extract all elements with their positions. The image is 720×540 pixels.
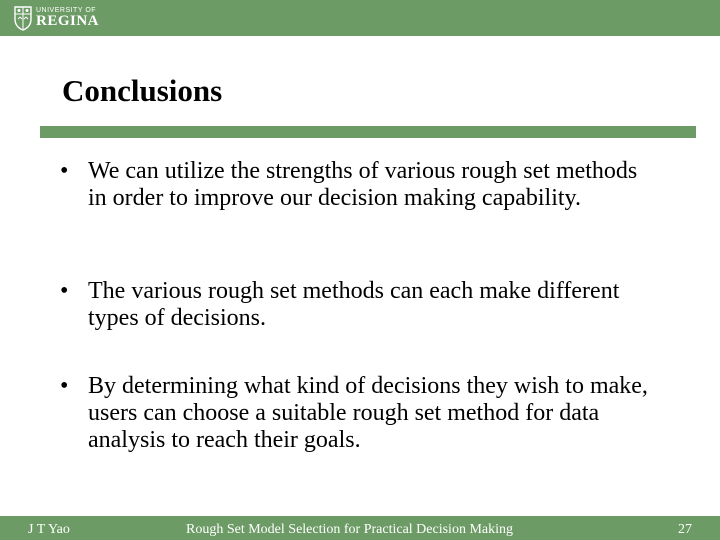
bullet-text: The various rough set methods can each make different types of decisions. bbox=[88, 278, 620, 331]
bullet-list bbox=[60, 158, 660, 454]
footer-presentation-title: Rough Set Model Selection for Practical Decision Making bbox=[186, 522, 513, 537]
bullet-icon: • bbox=[60, 278, 69, 304]
bullet-item bbox=[60, 158, 660, 278]
logo-regina: REGINA bbox=[36, 13, 100, 29]
slide-title: Conclusions bbox=[62, 73, 223, 108]
title-divider bbox=[40, 126, 696, 138]
university-crest-icon bbox=[14, 5, 32, 31]
logo-university-of: UNIVERSITY OF bbox=[36, 7, 97, 14]
footer-page-number: 27 bbox=[678, 522, 692, 537]
bullet-item bbox=[60, 278, 660, 373]
bullet-text: By determining what kind of decisions they wish to make, users can choose a suitable rough set method for data analysis to reach their goals. bbox=[88, 373, 648, 453]
footer-author: J T Yao bbox=[28, 522, 70, 537]
university-logo bbox=[14, 3, 99, 33]
bullet-icon: • bbox=[60, 158, 69, 184]
bullet-icon: • bbox=[60, 373, 69, 399]
footer-bar bbox=[0, 516, 720, 540]
bullet-item bbox=[60, 373, 660, 454]
header-bar bbox=[0, 0, 720, 36]
bullet-text: We can utilize the strengths of various rough set methods in order to improve our decision making capability. bbox=[88, 158, 638, 211]
